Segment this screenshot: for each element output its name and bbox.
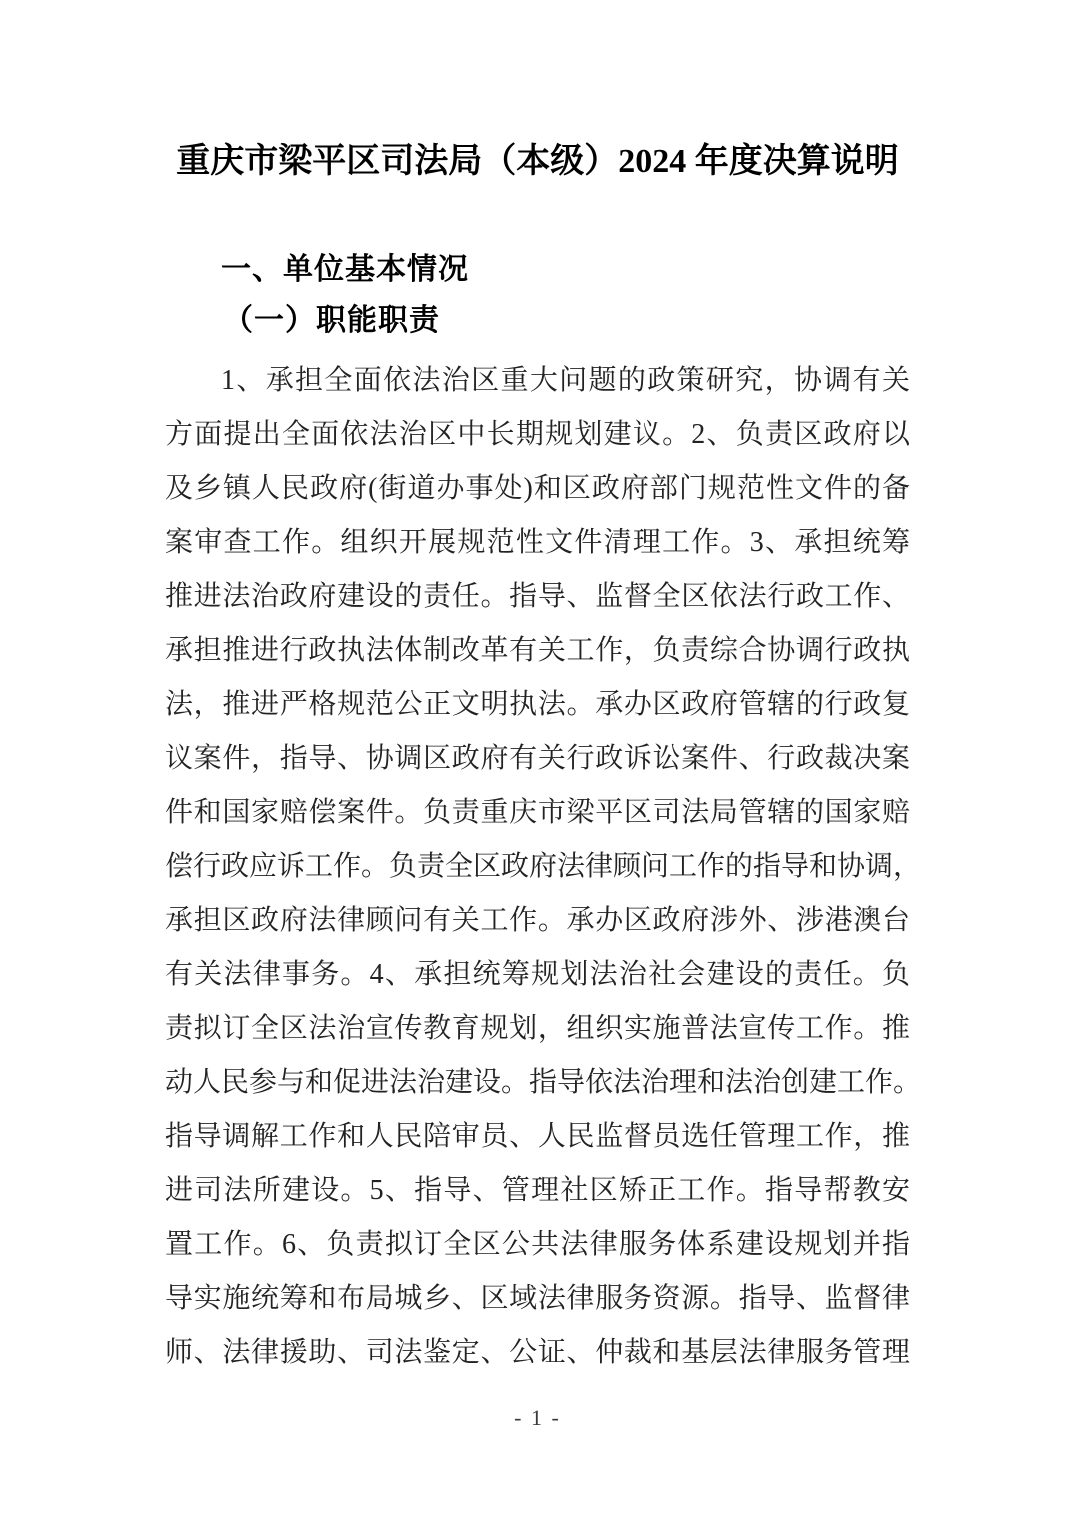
body-line: 方面提出全面依法治区中长期规划建议。2、负责区政府以: [165, 419, 910, 450]
body-line: 师、法律援助、司法鉴定、公证、仲裁和基层法律服务管理: [165, 1337, 910, 1368]
body-line: 承担推进行政执法体制改革有关工作，负责综合协调行政执: [165, 635, 910, 666]
body-line: 进司法所建设。5、指导、管理社区矫正工作。指导帮教安: [165, 1175, 910, 1206]
body-line: 承担区政府法律顾问有关工作。承办区政府涉外、涉港澳台: [165, 905, 910, 936]
section-heading-basic-info: 一、单位基本情况: [221, 253, 469, 286]
body-line: 及乡镇人民政府(街道办事处)和区政府部门规范性文件的备: [165, 473, 910, 504]
body-line: 动人民参与和促进法治建设。指导依法治理和法治创建工作。: [165, 1067, 922, 1098]
body-line: 1、承担全面依法治区重大问题的政策研究，协调有关: [221, 365, 910, 396]
subsection-heading-duties: （一）职能职责: [223, 304, 440, 337]
body-line: 指导调解工作和人民陪审员、人民监督员选任管理工作，推: [165, 1121, 910, 1152]
body-line: 法，推进严格规范公正文明执法。承办区政府管辖的行政复: [165, 689, 910, 720]
body-line: 置工作。6、负责拟订全区公共法律服务体系建设规划并指: [165, 1229, 910, 1260]
body-line: 偿行政应诉工作。负责全区政府法律顾问工作的指导和协调，: [165, 851, 922, 882]
body-line: 议案件，指导、协调区政府有关行政诉讼案件、行政裁决案: [165, 743, 910, 774]
page-number: - 1 -: [514, 1405, 561, 1430]
body-line: 推进法治政府建设的责任。指导、监督全区依法行政工作、: [165, 581, 910, 612]
document-title: 重庆市梁平区司法局（本级）2024 年度决算说明: [176, 143, 899, 180]
body-line: 导实施统筹和布局城乡、区域法律服务资源。指导、监督律: [165, 1283, 910, 1314]
body-line: 有关法律事务。4、承担统筹规划法治社会建设的责任。负: [165, 959, 910, 990]
body-line: 案审查工作。组织开展规范性文件清理工作。3、承担统筹: [165, 527, 910, 558]
duties-paragraph: [165, 354, 922, 1380]
body-line: 责拟订全区法治宣传教育规划，组织实施普法宣传工作。推: [165, 1013, 910, 1044]
document-content: [165, 0, 922, 1380]
body-line: 件和国家赔偿案件。负责重庆市梁平区司法局管辖的国家赔: [165, 797, 910, 828]
